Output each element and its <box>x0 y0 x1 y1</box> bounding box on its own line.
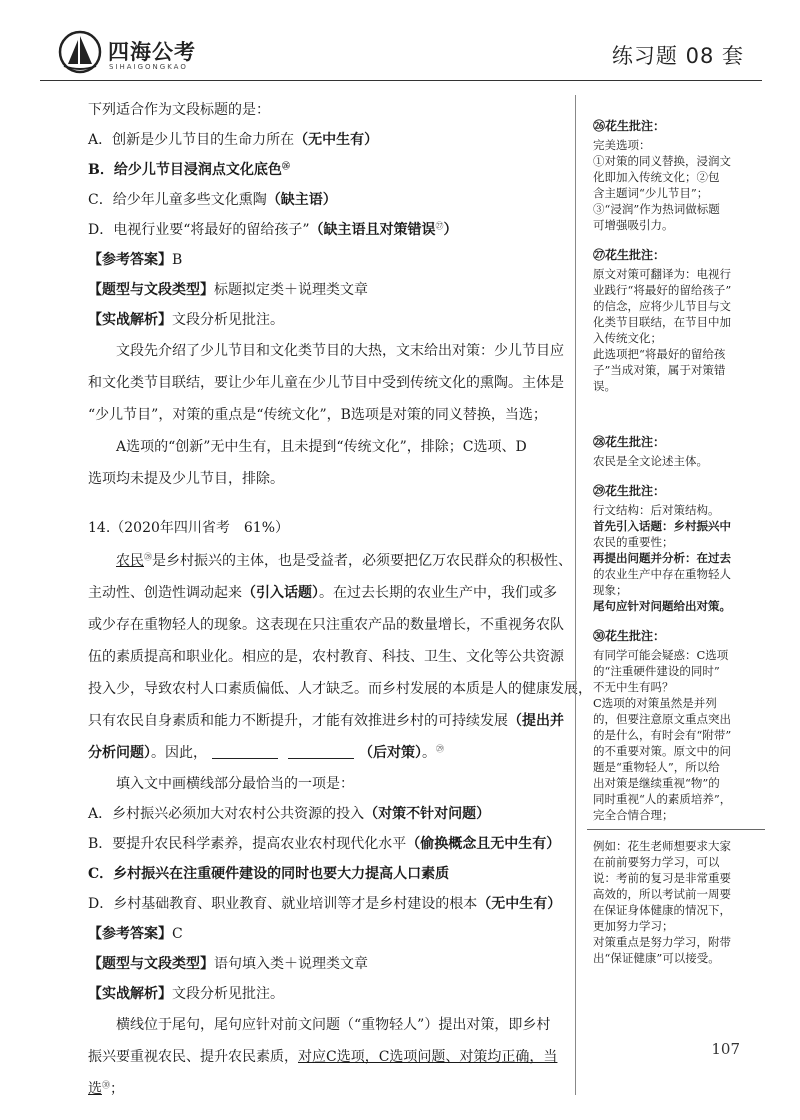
q14-passage-line: 投入少，导致农村人口素质偏低、人才缺乏。而乡村发展的本质是人的健康发展， <box>88 681 592 697</box>
annotation-30: ㉚花生批注： 有同学可能会疑惑：C选项 的“注重硬件建设的同时” 不无中生有吗？ C选项的对策虽然是并列 的，但要注意原文重点突出 的是什么，有时会有“附带” 的不重要对策。原文中的问 题是“重物轻人”，所以给 出对策是继续重视“物”的 同时重视“人的素质培养”， 完全合情合理； 例如：花生老师想要求大家 在前前要努力学习，可以 说：考前的复习是非常重要 高效的，所以考试前一周要 在保证身体健康的情况下， 更加努力学习； 对策重点是努力学习，附带 出“保证健康”可以接受。 <box>593 628 763 966</box>
q14-explanation-line: 选$^㉚$； <box>88 1080 124 1097</box>
q14-passage-line: 伍的素质提高和职业化。相应的是，农村教育、科技、卫生、文化等公共资源 <box>88 649 564 665</box>
q14-option-b: B．要提升农民科学素养，提高农业农村现代化水平（偷换概念且无中生有） <box>88 836 561 852</box>
margin-divider <box>575 95 576 1095</box>
q14-type: 【题型与文段类型】语句填入类＋说理类文章 <box>88 956 368 972</box>
answer-blank <box>288 744 354 759</box>
annotation-column <box>593 118 763 980</box>
q14-title: 14.（2020年四川省考 61%） <box>88 520 290 536</box>
q13-explanation-line: 文段先介绍了少儿节目和文化类节目的大热，文末给出对策：少儿节目应 <box>116 343 564 359</box>
q14-explanation-line: 横线位于尾句，尾句应针对前文问题（“重物轻人”）提出对策，即乡村 <box>116 1017 551 1033</box>
annotation-29: ㉙花生批注： 行文结构：后对策结构。 首先引入话题：乡村振兴中 农民的重要性； 再提出问题并分析：在过去 的农业生产中存在重物轻人 现象； 尾句应针对问题给出对策。 <box>593 484 731 613</box>
q14-passage-line: 分析问题）。因此， （后对策）。$^㉙$ <box>88 744 444 761</box>
header-divider <box>40 80 762 81</box>
brand-subtitle: SIHAIGONGKAO <box>109 63 188 71</box>
q14-stem: 填入文中画横线部分最恰当的一项是： <box>116 776 354 792</box>
q13-analysis: 【实战解析】文段分析见批注。 <box>88 312 284 328</box>
main-content <box>88 95 592 1105</box>
q14-analysis: 【实战解析】文段分析见批注。 <box>88 986 284 1002</box>
annotation-30-example: 例如：花生老师想要求大家 在前前要努力学习，可以 说：考前的复习是非常重要 高效的，所以考试前一周要 在保证身体健康的情况下， 更加努力学习； 对策重点是努力学习，附带 出“保证健康”可以接受。 <box>593 839 731 965</box>
note-marker-26: ㉖ <box>281 160 290 171</box>
sailboat-logo-icon <box>58 30 102 74</box>
answer-blank <box>212 744 278 759</box>
annotation-28: ㉘花生批注： 农民是全文论述主体。 <box>593 435 708 468</box>
brand-name: 四海公考 <box>108 40 196 64</box>
q13-option-a: A．创新是少儿节目的生命力所在（无中生有） <box>88 132 379 148</box>
note-marker-29: ㉙ <box>436 744 444 754</box>
q13-answer: 【参考答案】B <box>88 252 183 268</box>
note-marker-28: ㉘ <box>144 552 152 562</box>
q13-explanation-line: “少儿节目”，对策的重点是“传统文化”，B选项是对策的同义替换，当选； <box>88 407 547 423</box>
q13-option-d: D．电视行业要“将最好的留给孩子”（缺主语且对策错误$^㉗$） <box>88 221 458 238</box>
q14-option-c: C．乡村振兴在注重硬件建设的同时也要大力提高人口素质 <box>88 866 450 882</box>
q13-stem: 下列适合作为文段标题的是： <box>88 102 270 118</box>
q14-option-a: A．乡村振兴必须加大对农村公共资源的投入（对策不针对问题） <box>88 806 491 822</box>
annotation-divider <box>587 829 765 830</box>
note-marker-27: ㉗ <box>435 221 444 231</box>
note-marker-30: ㉚ <box>102 1080 110 1090</box>
q14-passage-line: 农民$^㉘$是乡村振兴的主体，也是受益者，必须要把亿万农民群众的积极性、 <box>116 552 572 569</box>
q13-option-c: C．给少年儿童多些文化熏陶（缺主语） <box>88 192 337 208</box>
annotation-26: ㉖花生批注： 完美选项： ①对策的同义替换，浸润文 化即加入传统文化；②包 含主题词“少儿节目”； ③“浸润”作为热词做标题 可增强吸引力。 <box>593 119 731 232</box>
q13-option-b: B．给少儿节目浸润点文化底色$^㉖$ <box>88 160 290 178</box>
q14-answer: 【参考答案】C <box>88 926 183 942</box>
q14-passage-line: 只有农民自身素质和能力不断提升，才能有效推进乡村的可持续发展（提出并 <box>88 713 564 729</box>
q13-explanation-line: 和文化类节目联结，要让少年儿童在少儿节目中受到传统文化的熏陶。主体是 <box>88 375 564 391</box>
q13-explanation-line: A选项的“创新”无中生有，且未提到“传统文化”，排除；C选项、D <box>116 439 527 455</box>
brand-logo <box>58 30 218 80</box>
q14-passage-line: 或少存在重物轻人的现象。这表现在只注重农产品的数量增长，不重视务农队 <box>88 617 564 633</box>
q14-explanation-line: 振兴要重视农民、提升农民素质，对应C选项，C选项问题、对策均正确，当 <box>88 1049 558 1065</box>
exercise-set-title: 练习题 08 套 <box>611 44 744 68</box>
q14-passage-line: 主动性、创造性调动起来（引入话题）。在过去长期的农业生产中，我们或多 <box>88 585 557 601</box>
q13-explanation-line: 选项均未提及少儿节目，排除。 <box>88 471 284 487</box>
page-number: 107 <box>711 1040 740 1058</box>
q14-option-d: D．乡村基础教育、职业教育、就业培训等才是乡村建设的根本（无中生有） <box>88 896 562 912</box>
annotation-27: ㉗花生批注： 原文对策可翻译为：电视行 业践行“将最好的留给孩子” 的信念，应将少儿节目与文 化类节目联结，在节目中加 入传统文化； 此选项把“将最好的留给孩 子”当成对策，属于对策错 误。 <box>593 248 732 393</box>
q13-type: 【题型与文段类型】标题拟定类＋说理类文章 <box>88 282 368 298</box>
